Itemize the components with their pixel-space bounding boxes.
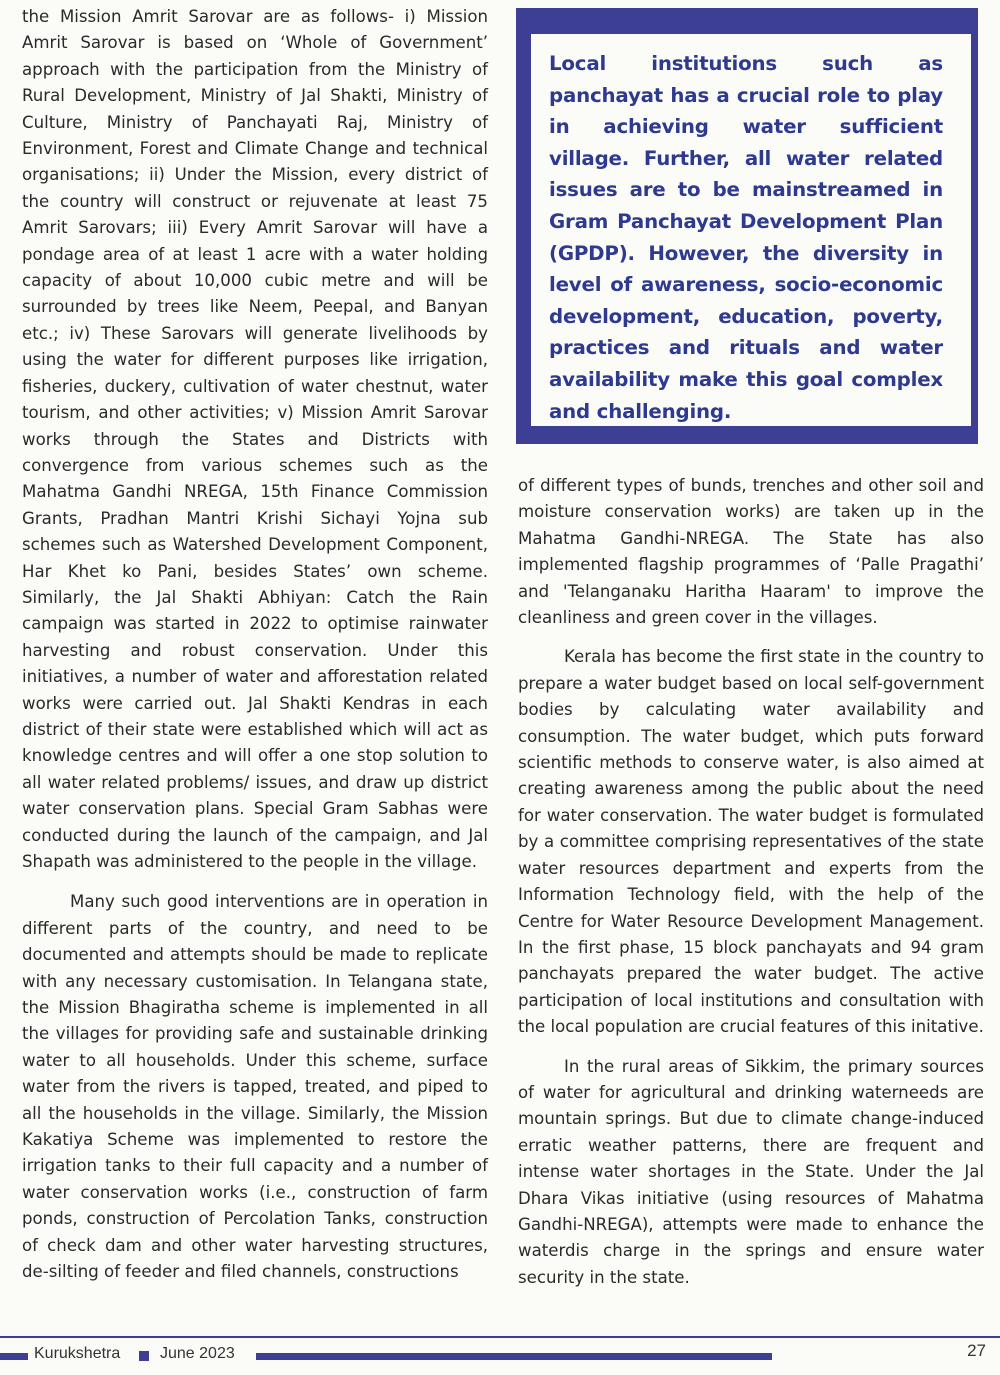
left-paragraph-1: the Mission Amrit Sarovar are as follows- i) Mission Amrit Sarovar is based on ‘Whole of Government’ approach with the participation from the Ministry of Rural Development, Ministry of Jal Shakti, Ministry of Culture, Ministry of Panchayati Raj, Ministry of Environment, Forest and Climate Change and technical organisations; ii) Under the Mission, every district of the country will construct or rejuvenate at least 75 Amrit Sarovars; iii) Every Amrit Sarovar will have a pondage area of at least 1 acre with a water holding capacity of about 10,000 cubic metre and will be surrounded by trees like Neem, Peepal, and Banyan etc.; iv) These Sarovars will generate livelihoods by using the water for different purposes like irrigation, fisheries, duckery, cultivation of water chestnut, water tourism, and other activities; v) Mission Amrit Sarovar works through the States and Districts with convergence from various schemes such as the Mahatma Gandhi NREGA, 15th Finance Commission Grants, Pradhan Mantri Krishi Sichayi Yojna sub schemes such as Watershed Development Component, Har Khet ko Pani, besides States’ own scheme. Similarly, the Jal Shakti Abhiyan: Catch the Rain campaign was started in 2022 to optimise rainwater harvesting and robust conservation. Under this initiatives, a number of water and afforestation related works were carried out. Jal Shakti Kendras in each district of their state were established which will act as knowledge centres and will offer a one stop solution to all water related problems/ issues, and draw up district water conservation plans. Special Gram Sabhas were conducted during the launch of the campaign, and Jal Shapath was administered to the people in the village. xyxy=(22,7,488,871)
footer-rule xyxy=(0,1336,1000,1338)
page-number: 27 xyxy=(967,1341,986,1360)
footer-bar-left xyxy=(0,1353,28,1360)
right-paragraph-1: of different types of bunds, trenches and other soil and moisture conservation works) are taken up in the Mahatma Gandhi-NREGA. The State has also implemented flagship programmes of ‘Palle Pragathi’ and 'Telanganaku Haritha Haaram' to improve the cleanliness and green cover in the villages. xyxy=(518,476,984,628)
right-paragraph-3: In the rural areas of Sikkim, the primary sources of water for agricultural and drinking waterneeds are mountain springs. But due to climate change-induced erratic weather patterns, there are frequent and intense water shortages in the State. Under the Jal Dhara Vikas initiative (using resources of Mahatma Gandhi-NREGA), attempts were made to enhance the waterdis charge in the springs and ensure water security in the state. xyxy=(518,1056,984,1287)
right-paragraph-2: Kerala has become the first state in the country to prepare a water budget based on local self-government bodies by calculating water availability and consumption. The water budget, which puts forward scientific methods to conserve water, is also aimed at creating awareness among the public about the need for water conservation. The water budget is formulated by a committee comprising representatives of the state water resources department and experts from the Information Technology field, with the help of the Centre for Water Resource Development Management. In the first phase, 15 block panchayats and 94 gram panchayats prepared the water budget. The active participation of local institutions and consultation with the local population are crucial features of this initative. xyxy=(518,647,984,1037)
left-column xyxy=(22,4,488,1286)
callout-text: Local institutions such as panchayat has a crucial role to play in achieving water sufficient village. Further, all water related issues are to be mainstreamed in Gram Panchayat Development Plan (GPDP). However, the diversity in level of awareness, socio-economic development, education, poverty, practices and rituals and water availability make this goal complex and challenging. xyxy=(549,52,943,423)
footer-separator xyxy=(139,1351,149,1361)
footer-magazine: Kurukshetra xyxy=(34,1345,121,1362)
footer-bar-right xyxy=(256,1353,772,1360)
footer-issue: June 2023 xyxy=(160,1345,235,1362)
page-footer xyxy=(0,1341,1000,1367)
right-column xyxy=(518,473,984,1291)
left-paragraph-2: Many such good interventions are in operation in different parts of the country, and need to be documented and attempts should be made to replicate with any necessary customisation. In Telangana state, the Mission Bhagiratha scheme is implemented in all the villages for providing safe and sustainable drinking water to all households. Under this scheme, surface water from the rivers is tapped, treated, and piped to all the households in the village. Similarly, the Mission Kakatiya Scheme was implemented to restore the irrigation tanks to their full capacity and a number of water conservation works (i.e., construction of farm ponds, construction of Percolation Tanks, construction of check dam and other water harvesting structures, de-silting of feeder and filed channels, constructions xyxy=(22,892,488,1282)
